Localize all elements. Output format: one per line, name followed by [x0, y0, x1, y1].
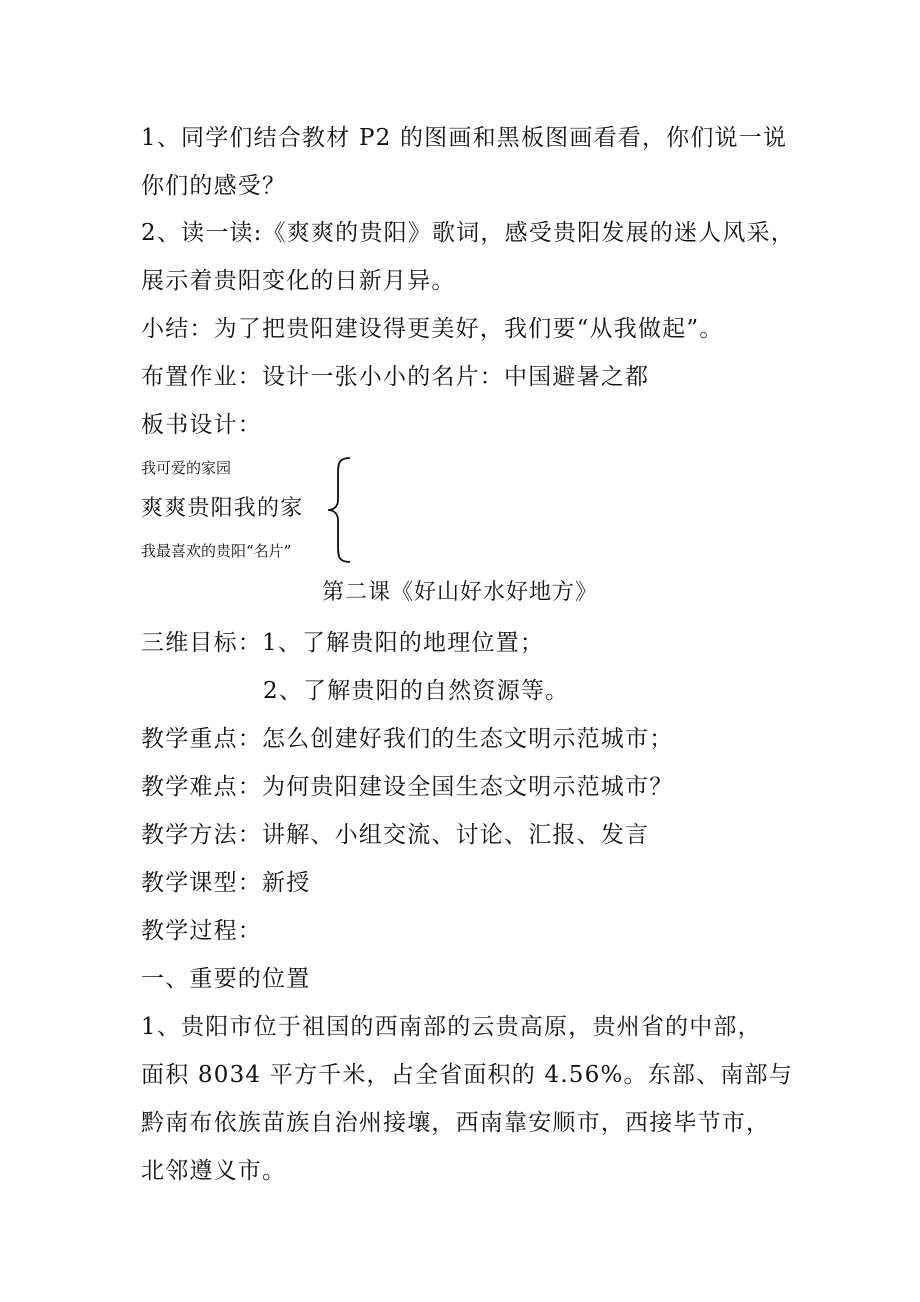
method-line: 教学方法：讲解、小组交流、讨论、汇报、发言 [141, 822, 650, 848]
goal-line-2: 2、了解贵阳的自然资源等。 [263, 678, 570, 704]
curly-brace-icon [324, 456, 354, 564]
key-point-line: 教学重点：怎么创建好我们的生态文明示范城市； [141, 726, 674, 752]
paragraph-1-line-4: 北邻遵义市。 [141, 1158, 287, 1184]
board-bottom-item: 我最喜欢的贵阳“名片” [141, 542, 292, 560]
process-heading: 教学过程： [141, 918, 262, 944]
question-2-line-1: 2、读一读:《爽爽的贵阳》歌词，感受贵阳发展的迷人风采， [141, 220, 795, 246]
question-1-line-1: 1、同学们结合教材 P2 的图画和黑板图画看看，你们说一说 [141, 125, 788, 151]
paragraph-1-line-1: 1、贵阳市位于祖国的西南部的云贵高原，贵州省的中部， [141, 1014, 762, 1040]
paragraph-1-line-3: 黔南布依族苗族自治州接壤，西南靠安顺市，西接毕节市， [141, 1110, 771, 1136]
question-2-line-2: 展示着贵阳变化的日新月异。 [141, 268, 456, 294]
board-main-item: 爽爽贵阳我的家 [141, 496, 304, 521]
difficulty-line: 教学难点：为何贵阳建设全国生态文明示范城市？ [141, 774, 674, 800]
board-top-item: 我可爱的家园 [141, 459, 232, 477]
goal-line-1: 三维目标：1、了解贵阳的地理位置； [141, 630, 545, 656]
summary-line: 小结：为了把贵阳建设得更美好，我们要“从我做起”。 [141, 316, 724, 342]
section-1-heading: 一、重要的位置 [141, 966, 311, 992]
homework-line: 布置作业：设计一张小小的名片：中国避暑之都 [141, 364, 650, 390]
lesson-type-line: 教学课型：新授 [141, 870, 311, 896]
paragraph-1-line-2: 面积 8034 平方千米，占全省面积的 4.56%。东部、南部与 [141, 1062, 793, 1088]
lesson-title: 第二课《好山好水好地方》 [321, 580, 598, 605]
question-1-line-2: 你们的感受？ [141, 173, 287, 199]
board-design-heading: 板书设计： [141, 412, 262, 438]
